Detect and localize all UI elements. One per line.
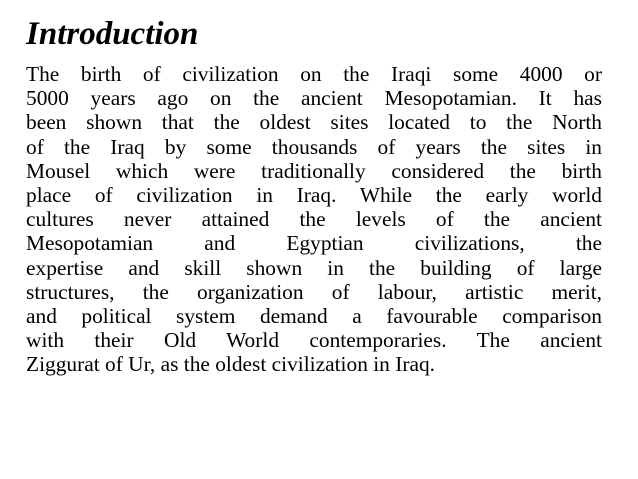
body-paragraph bbox=[26, 62, 602, 377]
body-line: with their Old World contemporaries. The ancient bbox=[26, 328, 602, 353]
body-line: Ziggurat of Ur, as the oldest civilization in Iraq. bbox=[26, 352, 436, 377]
body-line: expertise and skill shown in the building of large bbox=[26, 255, 602, 280]
body-line: of the Iraq by some thousands of years the sites in bbox=[26, 134, 602, 159]
body-line: Mousel which were traditionally considered the birth bbox=[26, 158, 602, 183]
body-line: cultures never attained the levels of the ancient bbox=[26, 207, 602, 232]
body-line: been shown that the oldest sites located to the North bbox=[26, 110, 602, 135]
body-line: The birth of civilization on the Iraqi some 4000 or bbox=[26, 62, 602, 86]
body-line: 5000 years ago on the ancient Mesopotamian. It has bbox=[26, 86, 602, 111]
slide-content bbox=[26, 12, 602, 377]
body-line: place of civilization in Iraq. While the early world bbox=[26, 183, 602, 208]
body-line: and political system demand a favourable comparison bbox=[26, 304, 602, 329]
body-line: Mesopotamian and Egyptian civilizations, the bbox=[26, 231, 602, 256]
slide-title: Introduction bbox=[26, 16, 199, 52]
body-line: structures, the organization of labour, artistic merit, bbox=[26, 279, 602, 304]
